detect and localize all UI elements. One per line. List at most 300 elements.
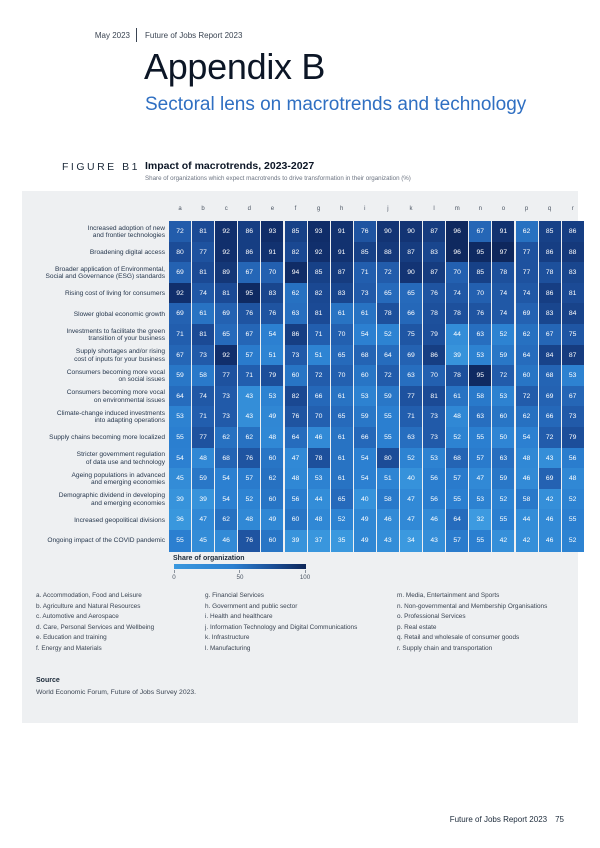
- heatmap-cell: 76: [423, 283, 445, 305]
- column-header: j: [387, 206, 389, 212]
- heatmap-cell: 74: [492, 303, 514, 325]
- heatmap-cell: 77: [400, 386, 422, 408]
- heatmap-cell: 77: [215, 365, 237, 387]
- heatmap-cell: 54: [354, 324, 376, 346]
- heatmap-cell: 51: [308, 345, 330, 367]
- heatmap-cell: 77: [516, 242, 538, 264]
- row-label: [24, 369, 165, 384]
- heatmap-cell: 37: [308, 530, 330, 552]
- row-label-line: Stricter government regulation: [76, 451, 165, 459]
- heatmap-cell: 83: [261, 283, 283, 305]
- heatmap-cell: 73: [562, 406, 584, 428]
- heatmap-cell: 61: [331, 427, 353, 449]
- heatmap-cell: 52: [492, 324, 514, 346]
- heatmap-cell: 72: [377, 262, 399, 284]
- heatmap-cell: 53: [308, 468, 330, 490]
- heatmap-cell: 68: [539, 365, 561, 387]
- heatmap-cell: 67: [169, 345, 191, 367]
- row-label-line: Demographic dividend in developing: [58, 492, 165, 500]
- heatmap-cell: 84: [562, 303, 584, 325]
- heatmap-cell: 63: [285, 303, 307, 325]
- heatmap-cell: 46: [516, 468, 538, 490]
- heatmap-cell: 70: [331, 365, 353, 387]
- column-header: f: [294, 206, 297, 212]
- sector-key-column: [205, 591, 357, 655]
- heatmap-cell: 70: [308, 406, 330, 428]
- heatmap-cell: 46: [423, 509, 445, 531]
- row-label: [24, 517, 165, 525]
- heatmap-cell: 48: [562, 468, 584, 490]
- heatmap-cell: 74: [516, 283, 538, 305]
- row-label-line: Slower global economic growth: [73, 310, 165, 318]
- heatmap-cell: 55: [469, 530, 491, 552]
- heatmap-cell: 95: [469, 365, 491, 387]
- row-label-line: Social and Governance (ESG) standards: [45, 273, 165, 281]
- heatmap-cell: 90: [400, 262, 422, 284]
- heatmap-cell: 51: [377, 468, 399, 490]
- heatmap-cell: 89: [215, 262, 237, 284]
- heatmap-cell: 62: [516, 221, 538, 243]
- heatmap-cell: 69: [400, 345, 422, 367]
- column-header: r: [571, 206, 574, 212]
- heatmap-cell: 48: [261, 427, 283, 449]
- heatmap-cell: 81: [215, 283, 237, 305]
- heatmap-cell: 81: [192, 324, 214, 346]
- sector-key-item: e. Education and training: [36, 634, 107, 642]
- row-label-line: into adapting operations: [94, 417, 165, 425]
- heatmap-cell: 86: [423, 345, 445, 367]
- heatmap-cell: 72: [516, 386, 538, 408]
- page-footer: [450, 815, 564, 824]
- heatmap-cell: 55: [469, 427, 491, 449]
- heatmap-cell: 48: [308, 509, 330, 531]
- heatmap-cell: 63: [469, 324, 491, 346]
- legend-tick-label: 50: [236, 574, 244, 581]
- heatmap-cell: 78: [377, 303, 399, 325]
- page-subtitle: Sectoral lens on macrotrends and technology: [145, 94, 527, 115]
- heatmap-cell: 62: [238, 427, 260, 449]
- sector-key-item: f. Energy and Materials: [36, 644, 102, 652]
- legend-tick-label: 0: [172, 574, 176, 581]
- heatmap-cell: 68: [215, 448, 237, 470]
- legend-title: Share of organization: [173, 555, 245, 562]
- sector-key-column: [397, 591, 547, 655]
- row-label: [24, 290, 165, 298]
- heatmap-cell: 86: [238, 242, 260, 264]
- heatmap-cell: 65: [215, 324, 237, 346]
- heatmap-cell: 93: [308, 221, 330, 243]
- heatmap-cell: 57: [446, 530, 468, 552]
- sector-key-item: b. Agriculture and Natural Resources: [36, 602, 141, 610]
- heatmap-cell: 57: [238, 468, 260, 490]
- heatmap-cell: 46: [377, 509, 399, 531]
- heatmap-cell: 65: [377, 283, 399, 305]
- heatmap-cell: 70: [261, 262, 283, 284]
- heatmap-cell: 94: [285, 262, 307, 284]
- heatmap-cell: 67: [539, 324, 561, 346]
- heatmap-cell: 48: [446, 406, 468, 428]
- row-label: [24, 311, 165, 319]
- heatmap-cell: 70: [446, 262, 468, 284]
- row-label-line: and emerging economies: [90, 499, 165, 507]
- heatmap-cell: 73: [354, 283, 376, 305]
- figure-subtitle: Share of organizations which expect macrotrends to drive transformation in their organization (%): [145, 175, 411, 182]
- page-number: 75: [555, 815, 564, 824]
- heatmap-cell: 92: [215, 345, 237, 367]
- heatmap-cell: 49: [261, 406, 283, 428]
- heatmap-cell: 42: [492, 530, 514, 552]
- heatmap-cell: 61: [192, 303, 214, 325]
- heatmap-cell: 61: [446, 386, 468, 408]
- heatmap-cell: 72: [169, 221, 191, 243]
- heatmap-cell: 87: [400, 242, 422, 264]
- heatmap-cell: 67: [238, 324, 260, 346]
- heatmap-cell: 81: [308, 303, 330, 325]
- heatmap-cell: 92: [215, 242, 237, 264]
- heatmap-cell: 69: [539, 468, 561, 490]
- heatmap-cell: 86: [285, 324, 307, 346]
- heatmap-cell: 69: [215, 303, 237, 325]
- row-label-line: Climate-change induced investments: [56, 409, 165, 417]
- heatmap-cell: 58: [469, 386, 491, 408]
- row-label: [24, 348, 165, 363]
- heatmap-cell: 55: [377, 427, 399, 449]
- heatmap-cell: 62: [261, 468, 283, 490]
- sector-key-item: d. Care, Personal Services and Wellbeing: [36, 623, 155, 631]
- heatmap-cell: 68: [354, 345, 376, 367]
- heatmap-cell: 39: [446, 345, 468, 367]
- heatmap-column-headers: [0, 206, 600, 216]
- row-label-line: on environmental issues: [93, 396, 165, 404]
- heatmap-cell: 55: [562, 509, 584, 531]
- sector-key-item: h. Government and public sector: [205, 602, 298, 610]
- heatmap-cell: 92: [215, 221, 237, 243]
- source-label: Source: [36, 677, 60, 684]
- column-header: o: [501, 206, 506, 212]
- heatmap-cell: 78: [423, 303, 445, 325]
- heatmap-cell: 69: [169, 303, 191, 325]
- heatmap-cell: 59: [492, 468, 514, 490]
- heatmap-cell: 69: [516, 303, 538, 325]
- sector-key-column: [36, 591, 154, 655]
- heatmap-cell: 76: [261, 303, 283, 325]
- heatmap-cell: 63: [400, 427, 422, 449]
- sector-key-item: r. Supply chain and transportation: [397, 644, 493, 652]
- row-label-line: and frontier technologies: [92, 232, 165, 239]
- heatmap-cell: 52: [400, 448, 422, 470]
- footer-report-title: Future of Jobs Report 2023: [449, 815, 548, 824]
- heatmap-cell: 49: [354, 530, 376, 552]
- heatmap-cell: 75: [562, 324, 584, 346]
- heatmap-cell: 32: [469, 509, 491, 531]
- heatmap-cell: 60: [261, 489, 283, 511]
- heatmap-cell: 45: [192, 530, 214, 552]
- heatmap-cell: 79: [562, 427, 584, 449]
- heatmap-cell: 78: [539, 262, 561, 284]
- heatmap-cell: 63: [469, 406, 491, 428]
- heatmap-cell: 57: [238, 345, 260, 367]
- row-label-line: Ageing populations in advanced: [71, 471, 165, 479]
- heatmap-cell: 53: [469, 345, 491, 367]
- heatmap-cell: 56: [423, 468, 445, 490]
- row-label-line: Supply shortages and/or rising: [75, 348, 165, 356]
- heatmap-cell: 55: [169, 427, 191, 449]
- heatmap-cell: 73: [423, 427, 445, 449]
- heatmap-cell: 62: [285, 283, 307, 305]
- heatmap-cell: 47: [400, 489, 422, 511]
- heatmap-cell: 48: [285, 468, 307, 490]
- heatmap-cell: 64: [446, 509, 468, 531]
- sector-key-item: i. Health and healthcare: [205, 613, 273, 621]
- legend-color-bar: [174, 564, 306, 569]
- heatmap-cell: 48: [192, 448, 214, 470]
- heatmap-cell: 91: [331, 221, 353, 243]
- heatmap-cell: 35: [331, 530, 353, 552]
- heatmap-cell: 46: [215, 530, 237, 552]
- heatmap-cell: 78: [308, 448, 330, 470]
- running-head-report: Future of Jobs Report 2023: [145, 31, 243, 40]
- heatmap-cell: 66: [354, 427, 376, 449]
- heatmap-cell: 71: [400, 406, 422, 428]
- heatmap-cell: 88: [562, 242, 584, 264]
- heatmap-cell: 53: [492, 386, 514, 408]
- heatmap-cell: 50: [492, 427, 514, 449]
- heatmap-cell: 52: [238, 489, 260, 511]
- heatmap-cell: 46: [539, 509, 561, 531]
- column-header: l: [433, 206, 435, 212]
- row-label-line: of data use and technology: [85, 458, 165, 466]
- heatmap-cell: 44: [308, 489, 330, 511]
- heatmap-cell: 81: [562, 283, 584, 305]
- column-header: g: [316, 206, 321, 212]
- heatmap-cell: 65: [331, 345, 353, 367]
- heatmap-cell: 73: [215, 386, 237, 408]
- heatmap-cell: 76: [238, 303, 260, 325]
- heatmap-cell: 74: [446, 283, 468, 305]
- heatmap-cell: 69: [169, 262, 191, 284]
- heatmap-cell: 54: [516, 427, 538, 449]
- heatmap-cell: 96: [446, 242, 468, 264]
- heatmap-cell: 78: [446, 365, 468, 387]
- heatmap-cell: 66: [308, 386, 330, 408]
- heatmap-cell: 52: [331, 509, 353, 531]
- heatmap-cell: 92: [169, 283, 191, 305]
- heatmap-cell: 76: [285, 406, 307, 428]
- column-header: n: [478, 206, 482, 212]
- heatmap-cell: 66: [539, 406, 561, 428]
- row-label-line: Increased geopolitical divisions: [74, 516, 165, 524]
- heatmap-cell: 88: [377, 242, 399, 264]
- heatmap-cell: 78: [446, 303, 468, 325]
- heatmap-cell: 82: [285, 242, 307, 264]
- heatmap-cell: 56: [423, 489, 445, 511]
- heatmap-cell: 79: [261, 365, 283, 387]
- sector-key-item: o. Professional Services: [397, 613, 466, 621]
- heatmap-cell: 91: [492, 221, 514, 243]
- sector-key-item: k. Infrastructure: [205, 634, 250, 642]
- heatmap-cell: 72: [308, 365, 330, 387]
- heatmap-cell: 59: [354, 406, 376, 428]
- heatmap-cell: 76: [238, 530, 260, 552]
- row-label: [24, 266, 165, 281]
- heatmap-cell: 85: [354, 242, 376, 264]
- column-header: p: [524, 206, 529, 212]
- heatmap-cell: 71: [308, 324, 330, 346]
- heatmap-cell: 51: [261, 345, 283, 367]
- heatmap-cell: 74: [192, 386, 214, 408]
- row-label-line: Rising cost of living for consumers: [64, 290, 165, 298]
- heatmap-cell: 43: [423, 530, 445, 552]
- row-label-line: Consumers becoming more vocal: [66, 389, 165, 397]
- heatmap-cell: 90: [400, 221, 422, 243]
- row-label: [24, 328, 165, 343]
- heatmap-cell: 60: [285, 509, 307, 531]
- heatmap-cell: 58: [377, 489, 399, 511]
- heatmap-cell: 70: [331, 324, 353, 346]
- column-header: h: [340, 206, 344, 212]
- heatmap-cell: 85: [308, 262, 330, 284]
- heatmap-cell: 72: [377, 365, 399, 387]
- heatmap-cell: 64: [516, 345, 538, 367]
- heatmap-cell: 62: [516, 324, 538, 346]
- heatmap-cell: 93: [261, 221, 283, 243]
- row-label: [24, 472, 165, 487]
- heatmap-cell: 57: [446, 468, 468, 490]
- heatmap-cell: 46: [308, 427, 330, 449]
- heatmap-cell: 47: [469, 468, 491, 490]
- heatmap-cell: 43: [238, 406, 260, 428]
- row-label-line: Investments to facilitate the green: [66, 327, 165, 335]
- heatmap-cell: 81: [192, 221, 214, 243]
- heatmap-cell: 65: [400, 283, 422, 305]
- heatmap-cell: 80: [169, 242, 191, 264]
- heatmap-cell: 85: [285, 221, 307, 243]
- figure-label: FIGURE B1: [62, 161, 140, 173]
- column-header: m: [454, 206, 460, 212]
- heatmap-cell: 82: [285, 386, 307, 408]
- heatmap-cell: 58: [192, 365, 214, 387]
- legend-ticks: [174, 570, 306, 573]
- heatmap-cell: 77: [516, 262, 538, 284]
- heatmap-cell: 47: [285, 448, 307, 470]
- row-label: [24, 389, 165, 404]
- heatmap-cell: 48: [516, 448, 538, 470]
- sector-key-item: g. Financial Services: [205, 592, 264, 599]
- sector-key-item: q. Retail and wholesale of consumer goods: [397, 634, 520, 642]
- heatmap-cell: 60: [285, 365, 307, 387]
- heatmap-cell: 42: [516, 530, 538, 552]
- heatmap-cell: 77: [192, 427, 214, 449]
- heatmap-cell: 43: [377, 530, 399, 552]
- heatmap-cell: 78: [492, 262, 514, 284]
- row-label-line: on social issues: [118, 376, 165, 384]
- heatmap-cell: 59: [169, 365, 191, 387]
- heatmap-cell: 52: [562, 530, 584, 552]
- source-text: World Economic Forum, Future of Jobs Survey 2023.: [36, 689, 197, 696]
- heatmap-cell: 91: [331, 242, 353, 264]
- heatmap-cell: 52: [562, 489, 584, 511]
- heatmap-cell: 59: [192, 468, 214, 490]
- heatmap-cell: 53: [562, 365, 584, 387]
- heatmap-cell: 61: [331, 448, 353, 470]
- heatmap-cell: 86: [562, 221, 584, 243]
- heatmap-cell: 60: [492, 406, 514, 428]
- heatmap-cell: 73: [192, 345, 214, 367]
- heatmap-cell: 81: [192, 262, 214, 284]
- heatmap-cell: 54: [215, 489, 237, 511]
- row-label: [24, 451, 165, 466]
- heatmap-cell: 62: [215, 427, 237, 449]
- legend-tick-label: 100: [299, 574, 311, 581]
- heatmap-cell: 60: [261, 448, 283, 470]
- heatmap-cell: 55: [169, 530, 191, 552]
- heatmap-cell: 72: [539, 427, 561, 449]
- heatmap-cell: 67: [562, 386, 584, 408]
- heatmap-cell: 59: [377, 386, 399, 408]
- heatmap-cell: 61: [354, 303, 376, 325]
- heatmap-cell: 79: [423, 324, 445, 346]
- row-label-line: Supply chains becoming more localized: [49, 434, 165, 442]
- heatmap-cell: 49: [261, 509, 283, 531]
- heatmap-cell: 47: [400, 509, 422, 531]
- heatmap-cell: 59: [492, 345, 514, 367]
- heatmap-cell: 56: [562, 448, 584, 470]
- sector-key-item: n. Non-governmental and Membership Organisations: [397, 602, 548, 610]
- column-header: c: [224, 206, 228, 212]
- sector-key-item: p. Real estate: [397, 623, 437, 631]
- heatmap-cell: 74: [492, 283, 514, 305]
- heatmap-cell: 76: [354, 221, 376, 243]
- heatmap-cell: 34: [400, 530, 422, 552]
- heatmap-cell: 55: [446, 489, 468, 511]
- heatmap-cell: 36: [169, 509, 191, 531]
- heatmap-cell: 83: [539, 303, 561, 325]
- heatmap-cell: 83: [331, 283, 353, 305]
- column-header: b: [201, 206, 205, 212]
- running-head-date: May 2023: [94, 31, 130, 40]
- heatmap-cell: 95: [238, 283, 260, 305]
- heatmap-cell: 53: [469, 489, 491, 511]
- heatmap-cell: 60: [516, 365, 538, 387]
- heatmap-cell: 39: [285, 530, 307, 552]
- heatmap-cell: 87: [423, 221, 445, 243]
- heatmap-cell: 54: [354, 468, 376, 490]
- heatmap-cell: 97: [492, 242, 514, 264]
- heatmap-cell: 86: [539, 242, 561, 264]
- row-label-line: Increased adoption of new: [87, 224, 165, 232]
- heatmap-cell: 92: [308, 242, 330, 264]
- heatmap-cell: 52: [377, 324, 399, 346]
- heatmap-cell: 85: [469, 262, 491, 284]
- heatmap-cell: 70: [469, 283, 491, 305]
- row-label-line: Ongoing impact of the COVID pandemic: [47, 537, 165, 545]
- heatmap-cell: 45: [169, 468, 191, 490]
- heatmap-cell: 56: [285, 489, 307, 511]
- row-label-line: Consumers becoming more vocal: [66, 368, 165, 376]
- heatmap-cell: 43: [238, 386, 260, 408]
- heatmap-cell: 57: [469, 448, 491, 470]
- heatmap-cell: 61: [331, 303, 353, 325]
- heatmap-cell: 53: [423, 448, 445, 470]
- heatmap-cell: 54: [215, 468, 237, 490]
- heatmap-cell: 69: [539, 386, 561, 408]
- heatmap-cell: 55: [492, 509, 514, 531]
- heatmap-cell: 83: [562, 262, 584, 284]
- heatmap-cell: 61: [331, 468, 353, 490]
- heatmap-cell: 54: [354, 448, 376, 470]
- heatmap-cell: 64: [285, 427, 307, 449]
- heatmap-cell: 63: [492, 448, 514, 470]
